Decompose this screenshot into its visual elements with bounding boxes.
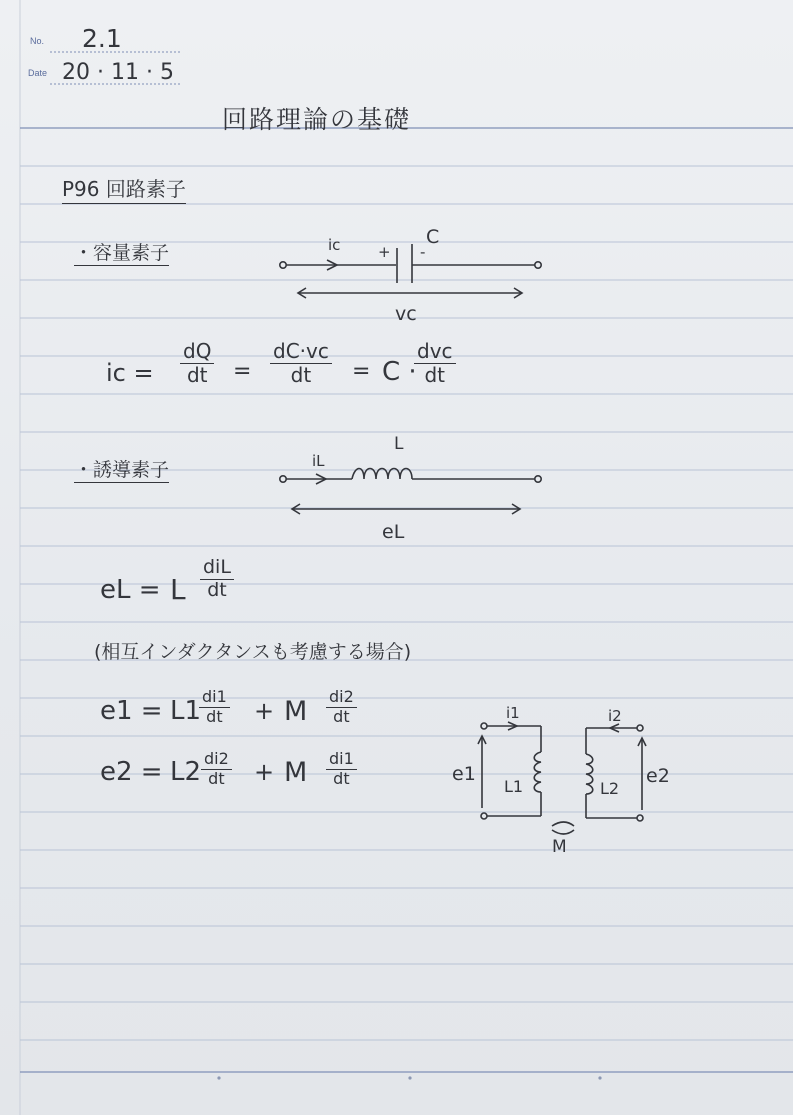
capacitor-c-label: C — [426, 226, 440, 248]
inductor-eq-fraction-denominator: dt — [207, 578, 227, 601]
mutual-inductance-note: (相互インダクタンスも考慮する場合) — [94, 641, 412, 663]
mutual-eq1-l1: L1 — [170, 696, 202, 726]
capacitor-eq-fraction-2-numerator: dC·vc — [270, 341, 332, 364]
capacitor-plus-label: + — [378, 243, 391, 261]
mutual-eq1-lhs: e1 = — [100, 696, 163, 726]
inductor-heading: ・誘導素子 — [74, 455, 169, 483]
mutual-diagram-m: M — [552, 837, 567, 857]
page-number: 2.1 — [82, 24, 122, 53]
mutual-diagram-l2: L2 — [600, 779, 620, 798]
mutual-diagram-i2: i2 — [608, 707, 622, 725]
mutual-eq2-fraction-2-numerator: di1 — [326, 751, 357, 770]
page-title: 回路理論の基礎 — [222, 105, 412, 134]
mutual-diagram-e1: e1 — [452, 763, 476, 785]
inductor-voltage-label: eL — [382, 521, 405, 543]
capacitor-eq-fraction-2-denominator: dt — [290, 363, 312, 387]
capacitor-eq-c: C · — [382, 357, 417, 387]
mutual-diagram-l1: L1 — [504, 777, 524, 796]
mutual-eq2-fraction-2-denominator: dt — [333, 768, 350, 788]
mutual-eq2-lhs: e2 = — [100, 757, 163, 787]
mutual-eq1-fraction-1-denominator: dt — [206, 706, 223, 726]
capacitor-eq-equals-1: = — [233, 359, 252, 384]
capacitor-current-label: ic — [328, 236, 341, 254]
capacitor-eq-lhs: ic = — [106, 359, 154, 387]
capacitor-eq-fraction-1-denominator: dt — [186, 363, 208, 387]
mutual-eq1-fraction-1-numerator: di1 — [199, 689, 230, 708]
mutual-eq2-fraction-1-numerator: di2 — [201, 751, 232, 770]
mutual-diagram-i1: i1 — [506, 704, 520, 722]
no-label: No. — [30, 36, 45, 46]
inductor-eq-lhs: eL = — [100, 575, 161, 605]
mutual-eq2-plus: + — [254, 758, 275, 786]
date-label: Date — [28, 68, 48, 78]
capacitor-heading: ・容量素子 — [74, 238, 169, 266]
section-heading: P96 回路素子 — [62, 173, 186, 204]
date-value: 20 · 11 · 5 — [62, 60, 174, 85]
capacitor-minus-label: - — [420, 243, 426, 261]
capacitor-eq-equals-2: = — [352, 359, 371, 384]
mutual-eq2-m: M — [284, 757, 308, 788]
mutual-eq2-fraction-1-denominator: dt — [208, 768, 225, 788]
capacitor-eq-fraction-1-numerator: dQ — [180, 341, 214, 364]
capacitor-eq-fraction-3-numerator: dvc — [414, 341, 456, 364]
mutual-eq1-fraction-2-numerator: di2 — [326, 689, 357, 708]
inductor-current-label: iL — [312, 452, 325, 470]
inductor-eq-fraction-numerator: diL — [200, 558, 234, 580]
capacitor-voltage-label: vc — [395, 303, 417, 325]
inductor-l-label: L — [394, 434, 404, 454]
mutual-eq1-fraction-2-denominator: dt — [333, 706, 350, 726]
inductor-eq-l: L — [170, 573, 186, 606]
capacitor-eq-fraction-3-denominator: dt — [424, 363, 446, 387]
mutual-eq1-m: M — [284, 696, 308, 727]
mutual-diagram-e2: e2 — [646, 765, 670, 787]
mutual-eq2-l2: L2 — [170, 757, 202, 787]
mutual-eq1-plus: + — [254, 697, 275, 725]
